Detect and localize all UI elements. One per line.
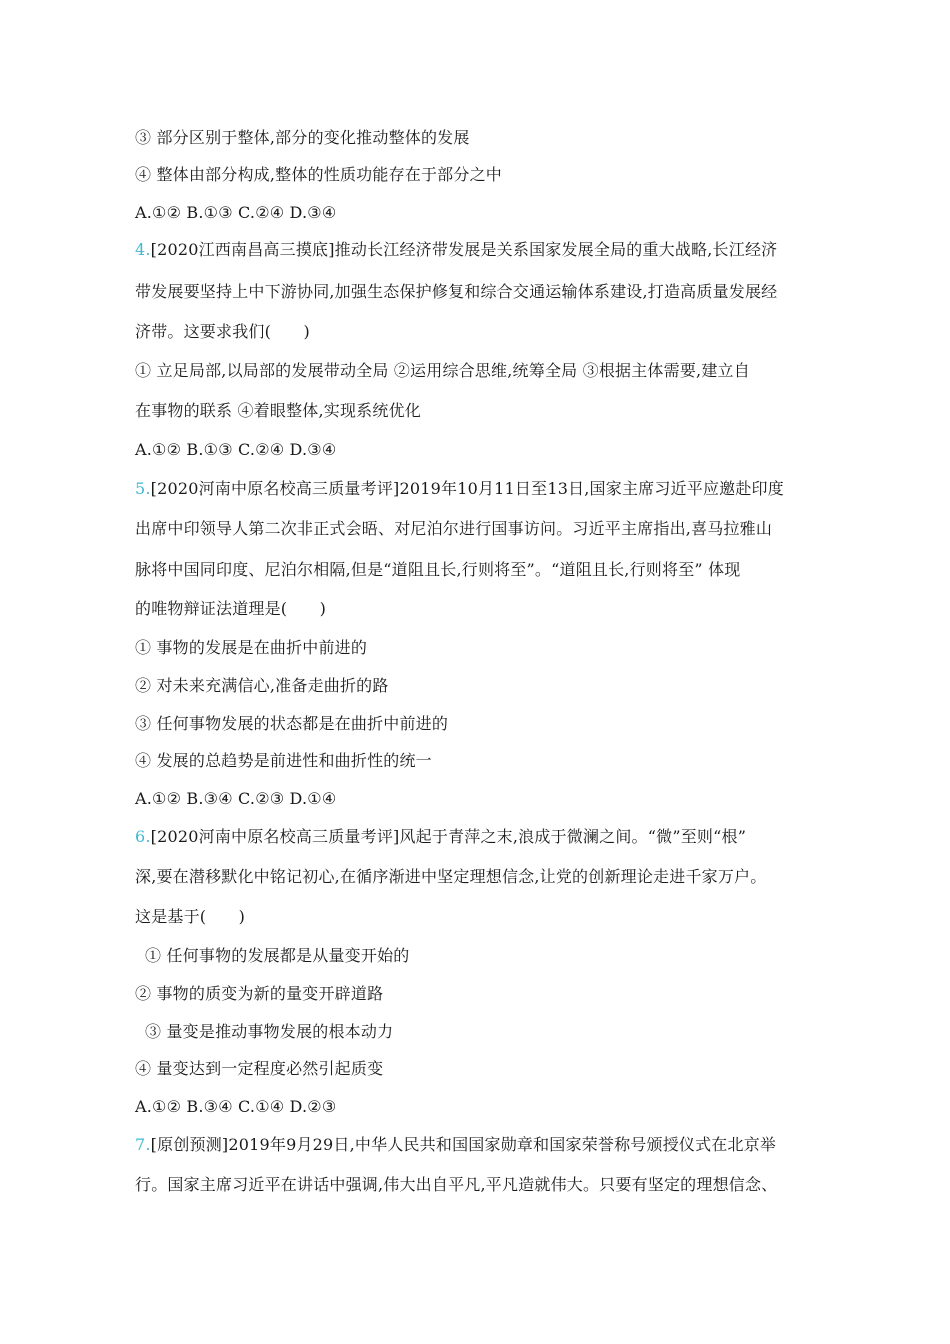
question-7-stem — [135, 1134, 825, 1156]
option-line: ② 对未来充满信心,准备走曲折的路 — [135, 676, 389, 695]
answer-choices: A.①② B.③④ C.②③ D.①④ — [135, 789, 337, 808]
question-4-stem — [135, 239, 825, 261]
answer-choices: A.①② B.①③ C.②④ D.③④ — [135, 440, 337, 459]
option-line: ② 事物的质变为新的量变开辟道路 — [135, 984, 384, 1003]
question-line: 深,要在潜移默化中铭记初心,在循序渐进中坚定理想信念,让党的创新理论走进千家万户。 — [135, 867, 767, 886]
question-line: 脉将中国同印度、尼泊尔相隔,但是“道阻且长,行则将至”。“道阻且长,行则将至” 体现 — [135, 560, 741, 579]
option-line: ④ 整体由部分构成,整体的性质功能存在于部分之中 — [135, 165, 502, 184]
option-line: ③ 任何事物发展的状态都是在曲折中前进的 — [135, 714, 449, 733]
question-text: [2020河南中原名校高三质量考评]2019年10月11日至13日,国家主席习近平应邀赴印度 — [150, 479, 784, 498]
question-text: [2020江西南昌高三摸底]推动长江经济带发展是关系国家发展全局的重大战略,长江经济 — [150, 240, 778, 259]
option-line: ① 任何事物的发展都是从量变开始的 — [145, 946, 410, 965]
option-line: 在事物的联系 ④着眼整体,实现系统优化 — [135, 401, 421, 420]
question-number: 7. — [135, 1135, 151, 1154]
question-text: [2020河南中原名校高三质量考评]风起于青萍之末,浪成于微澜之间。“微”至则“根” — [150, 827, 747, 846]
answer-choices: A.①② B.①③ C.②④ D.③④ — [135, 203, 337, 222]
question-number: 6. — [135, 827, 151, 846]
question-number: 4. — [135, 240, 151, 259]
option-line: ③ 量变是推动事物发展的根本动力 — [145, 1022, 394, 1041]
question-line: 这是基于( ) — [135, 907, 246, 926]
answer-choices: A.①② B.③④ C.①④ D.②③ — [135, 1097, 337, 1116]
question-line: 出席中印领导人第二次非正式会晤、对尼泊尔进行国事访问。习近平主席指出,喜马拉雅山 — [135, 519, 773, 538]
question-line: 济带。这要求我们( ) — [135, 322, 310, 341]
question-text: [原创预测]2019年9月29日,中华人民共和国国家勋章和国家荣誉称号颁授仪式在北京举 — [150, 1135, 777, 1154]
question-line: 带发展要坚持上中下游协同,加强生态保护修复和综合交通运输体系建设,打造高质量发展经 — [135, 282, 778, 301]
option-line: ④ 量变达到一定程度必然引起质变 — [135, 1059, 384, 1078]
question-6-stem — [135, 826, 825, 848]
option-line: ① 立足局部,以局部的发展带动全局 ②运用综合思维,统筹全局 ③根据主体需要,建立自 — [135, 361, 750, 380]
question-line: 行。国家主席习近平在讲话中强调,伟大出自平凡,平凡造就伟大。只要有坚定的理想信念、 — [135, 1175, 778, 1194]
option-line: ④ 发展的总趋势是前进性和曲折性的统一 — [135, 751, 432, 770]
option-line: ③ 部分区别于整体,部分的变化推动整体的发展 — [135, 128, 470, 147]
option-line: ① 事物的发展是在曲折中前进的 — [135, 638, 368, 657]
question-number: 5. — [135, 479, 151, 498]
question-line: 的唯物辩证法道理是( ) — [135, 599, 327, 618]
question-5-stem — [135, 478, 825, 500]
